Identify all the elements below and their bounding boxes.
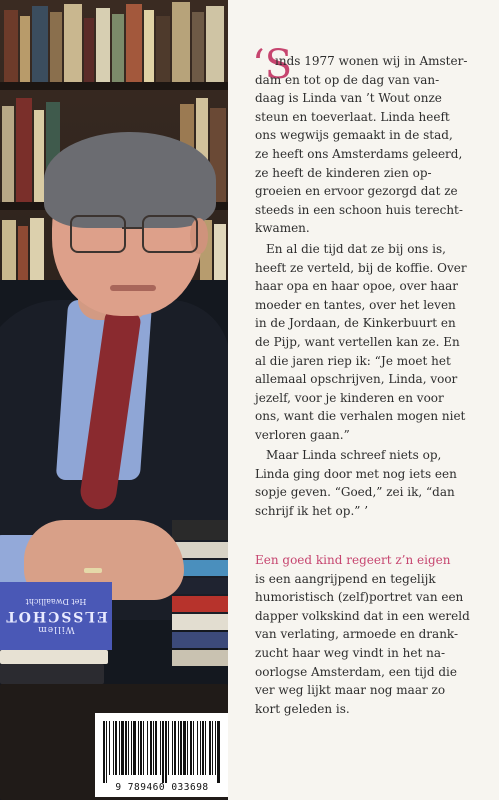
- barcode-bar: [121, 721, 124, 775]
- glasses-icon: [70, 215, 200, 259]
- text-line: haar opa en haar opoe, over haar: [255, 279, 458, 294]
- text-line: sopje geven. “Goed,” zei ik, “dan: [255, 485, 455, 500]
- desk-book: [0, 664, 104, 684]
- text-line: ons wegwijs gemaakt in de stad,: [255, 128, 453, 143]
- text-line: ınds 1977 wonen wij in Amster-: [275, 54, 468, 68]
- text-line: van verlating, armoede en drank-: [255, 627, 459, 642]
- book-title: ELSSCHOT: [4, 608, 108, 625]
- text-line: allemaal opschrijven, Linda, voor: [255, 372, 458, 387]
- text-line: is een aangrijpend en tegelijk: [255, 571, 436, 586]
- barcode-bar: [115, 721, 117, 775]
- barcode-bar: [165, 721, 167, 783]
- barcode-bar: [178, 721, 179, 775]
- text-line: in de Jordaan, de Kinkerbuurt en: [255, 316, 456, 331]
- text-line: humoristisch (zelf)portret van een: [255, 590, 464, 605]
- isbn-number: 9 789460 033698: [115, 782, 209, 793]
- text-line: Linda ging door met nog iets een: [255, 466, 457, 481]
- barcode-bar: [143, 721, 144, 775]
- text-line: moeder en tantes, over het leven: [255, 297, 456, 312]
- barcode-bar: [153, 721, 154, 775]
- text-line: kwamen.: [255, 221, 310, 236]
- barcode-bar: [205, 721, 206, 775]
- text-line: daag is Linda van ’t Wout onze: [255, 91, 442, 106]
- text-line: steeds in een schoon huis terecht-: [255, 202, 463, 217]
- text-line: ze heeft ons Amsterdams geleerd,: [255, 146, 463, 161]
- text-line: jezelf, voor je kinderen en voor: [255, 390, 444, 405]
- text-line: ons, want die verhalen mogen niet: [255, 409, 466, 424]
- barcode-bar: [160, 721, 161, 775]
- text-line: dam en tot op de dag van van-: [255, 72, 440, 87]
- text-line: verloren gaan.”: [255, 427, 350, 442]
- barcode-bar: [180, 721, 182, 775]
- barcode-bar: [128, 721, 129, 775]
- barcode-bar: [168, 721, 169, 775]
- blurb-book-title: Een goed kind regeert z’n eigen: [255, 553, 451, 567]
- barcode-bar: [119, 721, 120, 775]
- text-line: Maar Linda schreef niets op,: [266, 448, 442, 462]
- barcode-bar: [190, 721, 192, 775]
- text-line: ver weg lijkt maar nog maar zo: [255, 683, 446, 698]
- barcode-bar: [202, 721, 204, 775]
- barcode-bar: [183, 721, 186, 775]
- text-line: steun en toeverlaat. Linda heeft: [255, 109, 450, 124]
- bookshelf-row: [0, 0, 228, 82]
- barcode-bar: [209, 721, 211, 775]
- barcode-bar: [200, 721, 201, 775]
- barcode-bar: [193, 721, 194, 775]
- book-author: Willem: [37, 624, 75, 635]
- barcode-bar: [212, 721, 213, 775]
- text-line: En al die tijd dat ze bij ons is,: [266, 242, 446, 256]
- barcode-bar: [162, 721, 164, 783]
- quote-paragraph-2: [255, 240, 485, 445]
- text-line: kort geleden is.: [255, 701, 350, 716]
- book-stack: [172, 520, 228, 670]
- barcode-bar: [155, 721, 157, 775]
- barcode-bar: [131, 721, 132, 775]
- barcode-bar: [150, 721, 152, 775]
- text-line: dapper volkskind dat in een wereld: [255, 608, 470, 623]
- barcode-bar: [106, 721, 107, 783]
- barcode-bar: [172, 721, 173, 775]
- desk-book: [0, 650, 108, 664]
- barcode: [95, 713, 228, 797]
- barcode-bars: [103, 721, 223, 781]
- book-subtitle: Het Dwaallicht: [25, 597, 87, 607]
- text-line: al die jaren riep ik: “Je moet het: [255, 353, 451, 368]
- hair: [44, 132, 216, 228]
- barcode-bar: [174, 721, 176, 775]
- barcode-bar: [197, 721, 198, 775]
- barcode-bar: [138, 721, 139, 775]
- text-line: schrijf ik het op.” ’: [255, 503, 369, 518]
- text-line: heeft ze verteld, bij de koffie. Over: [255, 260, 467, 275]
- blurb: [255, 551, 485, 718]
- elsschot-book: [0, 582, 112, 650]
- barcode-bar: [109, 721, 110, 775]
- author-photo: [0, 0, 228, 800]
- text-line: ze heeft de kinderen zien op-: [255, 165, 432, 180]
- text-line: de Pijp, want vertellen kan ze. En: [255, 334, 460, 349]
- quote-paragraph-1: [255, 52, 485, 238]
- text-line: groeien en ervoor gezorgd dat ze: [255, 184, 458, 199]
- text-line: zucht haar weg vindt in het na-: [255, 645, 446, 660]
- barcode-bar: [215, 721, 216, 775]
- quote-paragraph-3: [255, 446, 485, 520]
- barcode-bar: [147, 721, 148, 775]
- text-line: oorlogse Amsterdam, een tijd die: [255, 664, 457, 679]
- barcode-bar: [125, 721, 127, 775]
- barcode-bar: [187, 721, 188, 775]
- opening-quote: ‘S: [252, 42, 293, 88]
- barcode-bar: [217, 721, 220, 783]
- barcode-bar: [103, 721, 105, 783]
- barcode-bar: [133, 721, 136, 775]
- barcode-bar: [113, 721, 114, 775]
- barcode-bar: [140, 721, 142, 775]
